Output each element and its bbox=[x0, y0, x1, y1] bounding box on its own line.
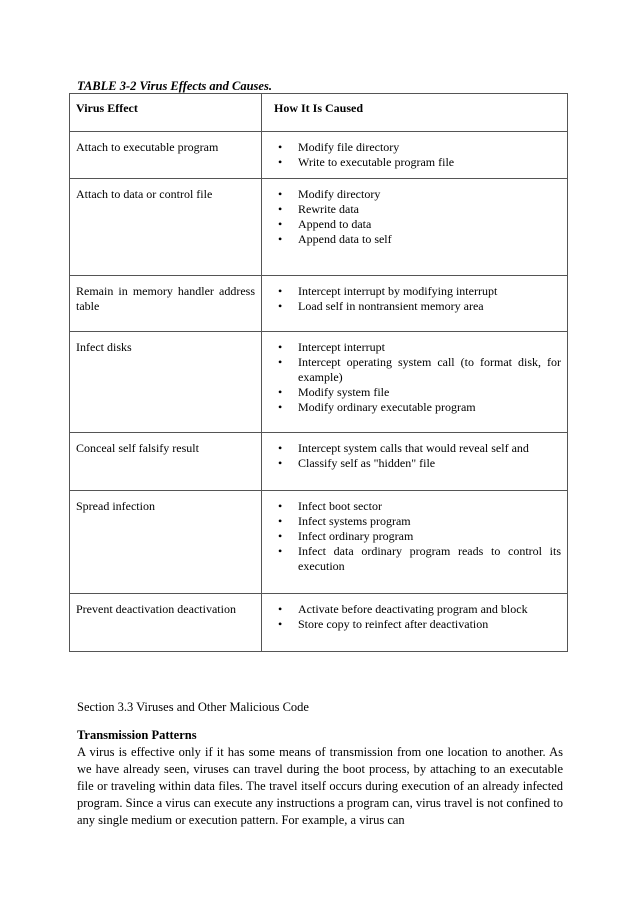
header-virus-effect: Virus Effect bbox=[70, 94, 262, 132]
table-row bbox=[70, 433, 568, 491]
cause-item: • Infect systems program bbox=[278, 514, 411, 528]
cause-item: • Append data to self bbox=[278, 232, 392, 246]
header-how-caused: How It Is Caused bbox=[262, 94, 568, 132]
cause-item: • Intercept interrupt by modifying interrupt bbox=[278, 284, 498, 298]
table-row bbox=[70, 594, 568, 652]
causes-cell bbox=[262, 491, 568, 594]
cause-item: • Store copy to reinfect after deactivation bbox=[278, 617, 489, 631]
section-line: Section 3.3 Viruses and Other Malicious Code bbox=[77, 700, 309, 714]
cause-item: • Activate before deactivating program and block bbox=[278, 602, 528, 616]
causes-cell bbox=[262, 332, 568, 433]
table-caption: TABLE 3-2 Virus Effects and Causes. bbox=[77, 79, 272, 93]
subheading: Transmission Patterns bbox=[77, 728, 197, 742]
causes-cell bbox=[262, 179, 568, 276]
cause-item: • Append to data bbox=[278, 217, 372, 231]
effect-cell: Remain in memory handler address table bbox=[70, 276, 262, 332]
cause-item: • Rewrite data bbox=[278, 202, 359, 216]
cause-item: • Intercept interrupt bbox=[278, 340, 385, 354]
cause-item: • Modify ordinary executable program bbox=[278, 400, 476, 414]
table-row bbox=[70, 276, 568, 332]
cause-item: • Infect ordinary program bbox=[278, 529, 414, 543]
effect-cell: Attach to data or control file bbox=[70, 179, 262, 276]
cause-item: • Modify file directory bbox=[278, 140, 400, 154]
effect-cell: Attach to executable program bbox=[70, 132, 262, 179]
cause-item: • Classify self as "hidden" file bbox=[278, 456, 436, 470]
cause-item: • Modify directory bbox=[278, 187, 381, 201]
cause-item: • Infect data ordinary program reads to control its execution bbox=[278, 544, 561, 573]
table-header-row bbox=[70, 94, 568, 132]
effect-cell: Spread infection bbox=[70, 491, 262, 594]
effect-cell: Prevent deactivation deactivation bbox=[70, 594, 262, 652]
body-paragraph: A virus is effective only if it has some means of transmission from one location to another. As we have already seen, viruses can travel during the boot process, by attaching to an executable file or traveling within data files. The travel itself occurs during execution of an already infected program. Since a virus can execute any instructions a program can, virus travel is not confined to any single medium or execution pattern. For example, a virus can bbox=[77, 745, 563, 827]
causes-cell bbox=[262, 132, 568, 179]
cause-item: • Modify system file bbox=[278, 385, 390, 399]
virus-effects-table bbox=[69, 93, 568, 652]
table-row bbox=[70, 132, 568, 179]
effect-cell: Conceal self falsify result bbox=[70, 433, 262, 491]
cause-item: • Intercept operating system call (to format disk, for example) bbox=[278, 355, 561, 384]
table-row bbox=[70, 179, 568, 276]
table-row bbox=[70, 491, 568, 594]
cause-item: • Load self in nontransient memory area bbox=[278, 299, 484, 313]
table-row bbox=[70, 332, 568, 433]
cause-item: • Write to executable program file bbox=[278, 155, 455, 169]
cause-item: • Infect boot sector bbox=[278, 499, 382, 513]
causes-cell bbox=[262, 594, 568, 652]
causes-cell bbox=[262, 433, 568, 491]
effect-cell: Infect disks bbox=[70, 332, 262, 433]
cause-item: • Intercept system calls that would reveal self and bbox=[278, 441, 529, 455]
causes-cell bbox=[262, 276, 568, 332]
